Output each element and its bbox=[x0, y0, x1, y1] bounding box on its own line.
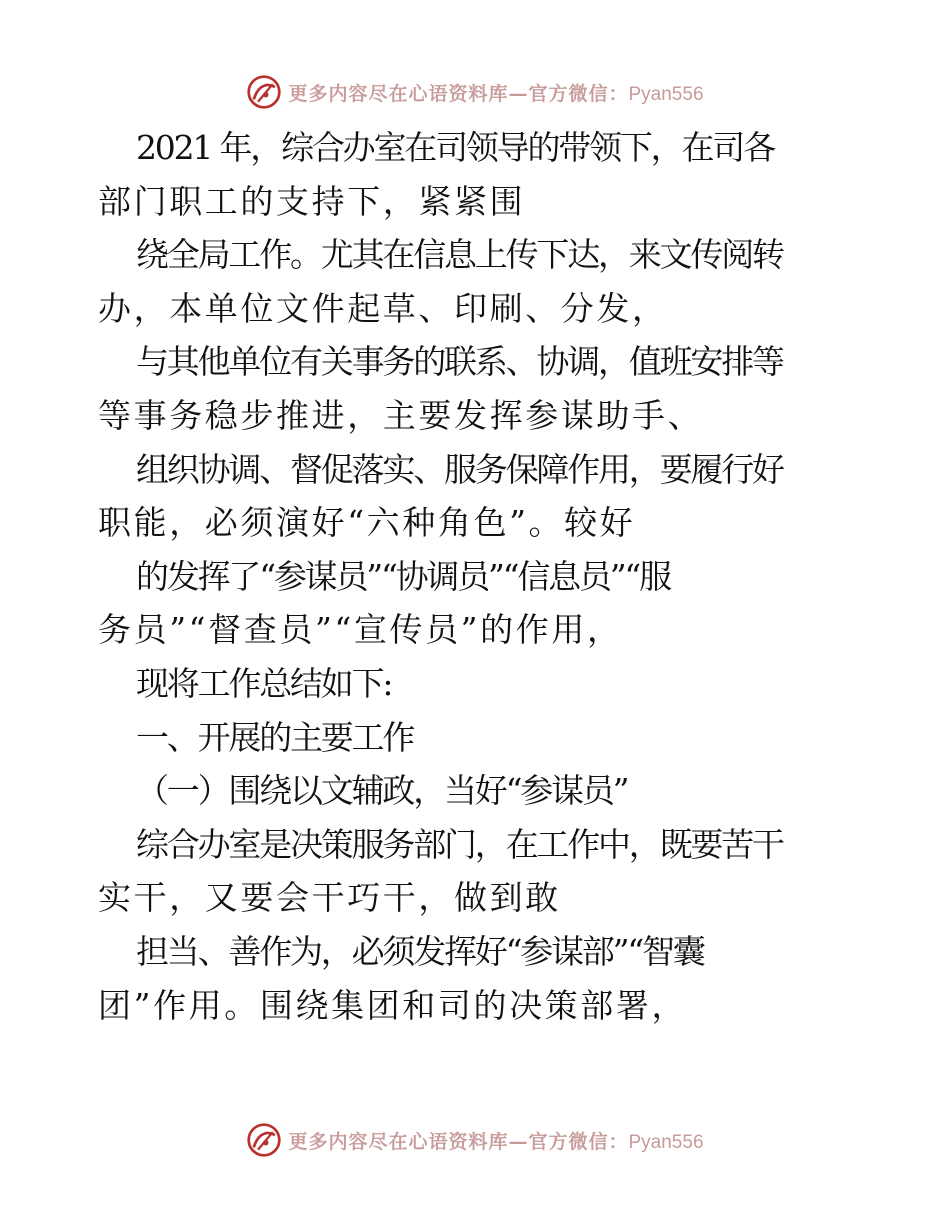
document-line: 现将工作总结如下: bbox=[136, 663, 392, 703]
document-line: 办，本单位文件起草、印刷、分发， bbox=[98, 288, 668, 328]
watermark-text: 更多内容尽在心语资料库—官方微信：Pyan556 bbox=[288, 1130, 704, 1153]
document-line: 团”作用。围绕集团和司的决策部署， bbox=[98, 985, 688, 1025]
watermark-header bbox=[0, 70, 950, 114]
red-seal-logo-icon bbox=[246, 1122, 282, 1158]
watermark-text: 更多内容尽在心语资料库—官方微信：Pyan556 bbox=[288, 82, 704, 105]
document-line: 综合办室是决策服务部门，在工作中，既要苦干 bbox=[136, 824, 783, 864]
document-line: 组织协调、督促落实、服务保障作用，要履行好 bbox=[136, 449, 783, 489]
document-line: 担当、善作为，必须发挥好“参谋部”“智囊 bbox=[136, 931, 704, 971]
document-line: 实干，又要会干巧干，做到敢 bbox=[98, 878, 561, 918]
document-line: 务员”“督查员”“宣传员”的作用， bbox=[98, 610, 623, 650]
document-line: 部门职工的支持下，紧紧围 bbox=[98, 181, 526, 221]
watermark-footer bbox=[0, 1118, 950, 1162]
document-line: 2021 年，综合办室在司领导的带领下，在司各 bbox=[136, 128, 774, 167]
subsection-heading: （一）围绕以文辅政，当好“参谋员” bbox=[136, 771, 628, 811]
document-line: 与其他单位有关事务的联系、协调，值班安排等 bbox=[136, 342, 783, 382]
document-body bbox=[98, 121, 858, 1032]
document-line: 职能，必须演好“六种角色”。较好 bbox=[98, 503, 636, 543]
document-line: 绕全局工作。尤其在信息上传下达，来文传阅转 bbox=[136, 235, 783, 275]
section-heading: 一、开展的主要工作 bbox=[136, 717, 414, 757]
red-seal-logo-icon bbox=[246, 74, 282, 110]
document-line: 等事务稳步推进，主要发挥参谋助手、 bbox=[98, 395, 704, 435]
document-line: 的发挥了“参谋员”“协调员”“信息员”“服 bbox=[136, 556, 670, 596]
